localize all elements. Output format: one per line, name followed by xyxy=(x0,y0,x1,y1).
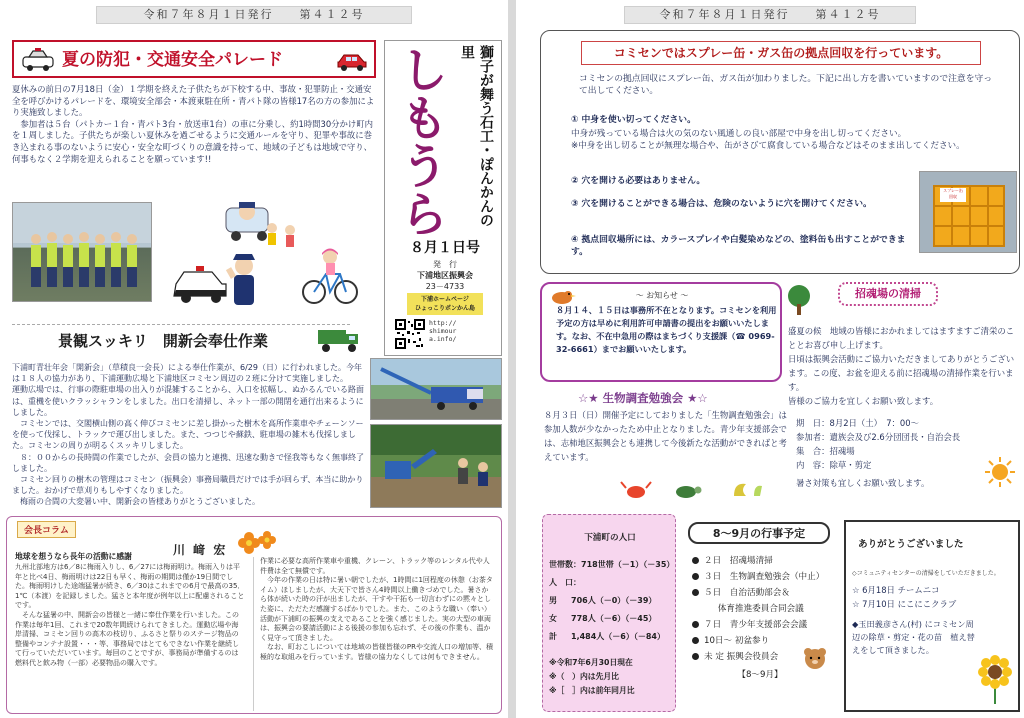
crab-turtle-icons xyxy=(616,476,766,502)
girl-bicycle-illustration xyxy=(300,248,360,306)
cleanup-body: 下浦町青壮年会「開新会」（草積良一会長）による奉仕作業が、6/29（日）に行われました。今年は１８人の協力があり、下浦運動広場と下浦地区コミセン周辺の２班に分けて実施しました。 運動広場では、行事の際駐車場の出入りが混雑することから、入口を拡幅し、ぬかるんでいる路面は、重機を使いクラッシャランをしました。出口を清掃し、ネット一部の開閉を通行出来るようにしました。 コミセンでは、交閣横山側の高く伸びコミセンに差し掛かった樹木を高所作業車やチェーンソーを使って伐採し、トラックで運び出しました。また、つつじや蘇鉄、駐車場の雑木も伐採しました。コミセンの周りが明るくスッキリしました。 ８：００からの長時間の作業でしたが、会員の協力と連携、迅速な動きで怪我等もなく無事終了しました。 コミセン回りの樹木の管理はコミセン（振興会）事務局職員だけでは手が回らず、本当に助かりました。おかげで草刈りもしやすくなりました。 梅雨の合間の大変暑い中、開新会の皆様ありがとうございました。 xyxy=(12,363,364,507)
detail-date xyxy=(796,418,1018,430)
schedule-item-text: ３日 生物調査勉強会（中止） xyxy=(704,572,825,582)
spray-point-1-head: ① 中身を使い切ってください。 xyxy=(571,115,696,125)
schedule-bullet xyxy=(692,637,699,644)
detail-content-key: 内 容 xyxy=(796,460,822,470)
shokonhi-footer: 暑さ対策も宜しくお願い致します。 xyxy=(796,478,930,488)
pop-female xyxy=(549,613,675,624)
column-text-1: 九州北部地方は6／8に梅雨入りし、6／27には梅雨明け。梅雨入りは平年と比べ4日、梅雨明けは22日も早く、梅雨の期間は僅か19日間でした。梅雨明けした途端猛暑が続き、6／30はこれまでの6月で最高の35．1℃（本渡）を記録しました。猛さと本年度が例年以上に配慮されることです。 そんな猛暑の中、開新会の皆様と一緒に奉仕作業を行いました。この作業は毎年1回、これまで20数年間続けられてきました。運動広場や海岸清掃、コミセン回りの高木の枝切り、ふるさと祭りのステージ物品の整備やコンテナ設置・・・等、事務局ではとてもできない作業を継続して行っていただいています。毎回のことですが、事務局が準備するのは燃料代と飲み物（一部）必要物品の購入です。 xyxy=(15,563,245,667)
notice-label: ～ お知らせ ～ xyxy=(635,291,689,300)
cleanup-title-rule xyxy=(12,324,350,325)
patrol-car-officer-illustration xyxy=(172,248,268,310)
schedule-item xyxy=(692,634,836,646)
spray-point-3: ③ 穴を開けることができる場合は、危険のないように穴を開けてください。 xyxy=(571,199,872,209)
schedule-item xyxy=(692,586,836,598)
spray-box xyxy=(540,30,1020,274)
spray-point-2: ② 穴を開ける必要はありません。 xyxy=(571,176,706,186)
notice-body: ８月１４、１５日は事務所不在となります。コミセンを利用予定の方は早めに利用許可申請書の提出をお願いいたします。なお、不在中急用の際はまちづくり支援課（☎ 0969-32-6661）までお願いいたします。 xyxy=(556,305,777,354)
schedule-bullet xyxy=(692,573,699,580)
detail-date-key: 期 日 xyxy=(796,418,822,428)
homepage-url[interactable]: http://shimoura.info/ xyxy=(429,319,457,343)
left-page xyxy=(0,0,508,718)
tree-icon xyxy=(784,284,814,316)
detail-content-value: ：除草・剪定 xyxy=(821,460,872,470)
parade-title-box xyxy=(12,40,376,78)
schedule-item-text: ２日 招魂場清掃 xyxy=(704,556,773,566)
schedule-box xyxy=(680,514,838,712)
households-label: 世帯数： xyxy=(549,560,581,569)
masthead-slogan: 獅子が舞う石工・ぽんかんの里 xyxy=(459,45,494,227)
detail-meeting-key: 集 合 xyxy=(796,446,822,456)
schedule-item xyxy=(692,618,836,630)
dateline-left: 令和７年８月１日発行 第４１２号 xyxy=(96,6,412,24)
publisher-name: 下浦地区振興会 xyxy=(417,271,473,280)
column-label: 会長コラム xyxy=(17,521,76,538)
issue-label: ８月１日号 xyxy=(410,240,480,256)
detail-attendees-value: ：遺族会及び2.6分団団長・自治会長 xyxy=(821,432,961,442)
cleanup-photo-site xyxy=(370,424,502,508)
spray-point-1-body: 中身が残っている場合は火の気のない風通しの良い部屋で中身を出し切ってください。 ※中身を出し切ることが無理な場合や、缶がさびて腐食している場合などはそのまま出してください。 xyxy=(571,129,965,151)
red-car-icon xyxy=(336,50,368,72)
column-author: 川 﨑 宏 xyxy=(173,543,228,557)
survey-title: ☆★ 生物調査勉強会 ★☆ xyxy=(578,391,708,405)
population-note-2: ※（ ）内は先月比 xyxy=(549,672,619,681)
cleanup-title: 景観スッキリ 開新会奉仕作業 xyxy=(58,332,268,350)
thanks-line-2: ☆ 7月10日 にこにこクラブ xyxy=(852,599,957,609)
spray-crate-photo xyxy=(919,171,1017,253)
schedule-item xyxy=(692,602,836,614)
qr-code-icon[interactable] xyxy=(395,319,425,349)
schedule-bullet xyxy=(692,589,699,596)
schedule-item-text: 体育推進委員合同会議 xyxy=(692,604,804,614)
pop-female-key: 女 xyxy=(549,614,557,623)
spray-point-4: ④ 拠点回収場所には、カラースプレイや白髪染めなどの、塗料缶も出すことができます。 xyxy=(571,235,906,257)
survey-body: ８月３日（日）開催予定にしておりました「生物調査勉強会」は参加人数が少なかったため中止となりました。青少年支援部会では、志柿地区振興会とも連携して今後新たな活動ができればと考えています。 xyxy=(544,410,787,462)
detail-date-value: ：8月2日（土） 7：00～ xyxy=(821,418,919,428)
pop-total-key: 計 xyxy=(549,632,557,641)
population-box xyxy=(542,514,676,712)
spray-crate-label: スプレー缶 回収 xyxy=(943,188,963,199)
schedule-item-text: 10日～ 初盆参り xyxy=(704,636,770,646)
flower-icon xyxy=(237,529,277,555)
thanks-intro: ◇コミュニティセンターの清掃をしていただきました。 xyxy=(852,570,1000,577)
parade-photo-group xyxy=(12,202,152,302)
schedule-item-text: ７日 青少年支援部会会議 xyxy=(704,620,808,630)
cleanup-photo-truck xyxy=(370,358,502,420)
column-text-2: 作業に必要な高所作業車や重機、クレーン、トラック等のレンタル代や人件費は全て無償です。 今年の作業の日は特に暑い朝でしたが、1時間に1回程度の休憩（お茶タイム）ほしましたが、大天下で皆さん4時間以上働きづめでした。暑さから体が続いた時の汗が出ましたが、干すや干拓も一切言わずにの黙々とした姿に、ただただ感謝するばかりでした。また、このような職い（奉い）活動が下浦町の振興の支えであることを強く感じました。実の大型の車両は、振興会の要請活動による後援の参加も忘れず、その後の作業も、温かく見守って頂きました。 なお、町おこしについては地域の皆様皆様のPRや交流人口の増加等、積極的な取組みを行っています。皆様の協力なくしては何もできません。 xyxy=(253,557,495,711)
population-title: 下浦町の人口 xyxy=(584,533,636,543)
households-value: 718世帯（－1）（－35） xyxy=(581,560,675,569)
shokonhi-title: 招魂場の清掃 xyxy=(838,282,938,306)
population-note-3: ※［ ］内は前年同月比 xyxy=(549,686,635,695)
column-box xyxy=(6,516,502,714)
homepage-badge[interactable]: 下浦ホームページ ひょっこりポンかん島 xyxy=(407,293,483,315)
column-heading: 地球を想うなら長年の活動に感謝 xyxy=(15,552,132,561)
schedule-item-text: 未 定 振興会役員会 xyxy=(704,652,779,662)
population-label: 人 口： xyxy=(549,578,581,587)
thanks-line-1: ☆ 6月18日 チームニコ xyxy=(852,585,940,595)
shokonhi-body: 盛夏の候 地域の皆様におかれましてはますますご清栄のこととお喜び申し上げます。 日頃は振興会活動にご協力いただきましてありがとうございます。この度、お盆を迎える前に招魂場の清掃作業を行います。 皆様のご協力を宜しくお願い致します。 xyxy=(788,326,1015,406)
pop-male-key: 男 xyxy=(549,596,557,605)
masthead xyxy=(384,40,502,356)
parade-title: 夏の防犯・交通安全パレード xyxy=(62,50,283,70)
police-car-icon xyxy=(20,48,56,72)
detail-meeting-value: ：招魂場 xyxy=(821,446,855,456)
right-page xyxy=(516,0,1024,718)
detail-attendees xyxy=(796,432,1018,444)
schedule-item xyxy=(692,570,836,582)
dateline-right: 令和７年８月１日発行 第４１２号 xyxy=(624,6,916,24)
pop-male xyxy=(549,595,675,606)
thanks-line-3: ◆玉田義彦さん(村) にコミセン周辺の除草・剪定・花の苗 植え替えをして頂きました。 xyxy=(852,619,975,655)
schedule-item xyxy=(692,554,836,566)
schedule-item-text: ５日 自治活動部会＆ xyxy=(704,588,790,598)
thanks-title: ありがとうございました xyxy=(858,539,964,550)
spray-title: コミセンではスプレー缶・ガス缶の拠点回収を行っています。 xyxy=(581,41,981,65)
schedule-footer: 【8～9月】 xyxy=(737,670,783,680)
sun-icon xyxy=(984,456,1016,488)
notice-box xyxy=(540,282,782,382)
thanks-box xyxy=(844,520,1020,712)
publisher-label: 発 行 xyxy=(433,260,457,269)
pop-female-value: 778人（－6）（－45） xyxy=(571,614,657,623)
schedule-bullet xyxy=(692,557,699,564)
pop-male-value: 706人（－0）（－39） xyxy=(571,596,657,605)
dump-truck-icon xyxy=(316,324,362,356)
masthead-title: しもうら xyxy=(392,45,448,237)
pop-total-value: 1,484人（－6）（－84） xyxy=(571,632,666,641)
detail-attendees-key: 参加者 xyxy=(796,432,822,442)
parade-body: 夏休みの前日の7月18日（金）１学期を終えた子供たちが下校する中、事故・犯罪防止・交通安全を呼びかけるパレードを、環境安全部会・本渡東駐在所・青パト隊の皆様17名の方の参加により実施致しました。 参加者は５台（パトカー１台・青パト3台・放送車1台）の車に分乗し、約1時間30分かけ町内を１周しました。子供たちが楽しい夏休みを過ごせるように交通ルールを守り、犯罪や事故に巻き込まれる事のないように安心・安全な町づくりの意識を持って、地域の子どもは地域で守り、何事もなく２学期を迎えられることを願っています!! xyxy=(12,84,375,164)
households-row xyxy=(549,559,675,570)
schedule-title: 8～9月の行事予定 xyxy=(688,522,830,544)
publisher-phone: 23－4733 xyxy=(425,282,465,291)
page-gutter xyxy=(508,0,516,718)
pop-total xyxy=(549,631,675,642)
schedule-bullet xyxy=(692,621,699,628)
sunflower-icon xyxy=(976,654,1014,706)
population-note-1: ※令和7年6月30日現在 xyxy=(549,658,633,667)
spray-intro: コミセンの拠点回収にスプレー缶、ガス缶が加わりました。下記に出し方を書いていますので注意を守って出してください。 xyxy=(579,74,993,97)
schedule-bullet xyxy=(692,653,699,660)
